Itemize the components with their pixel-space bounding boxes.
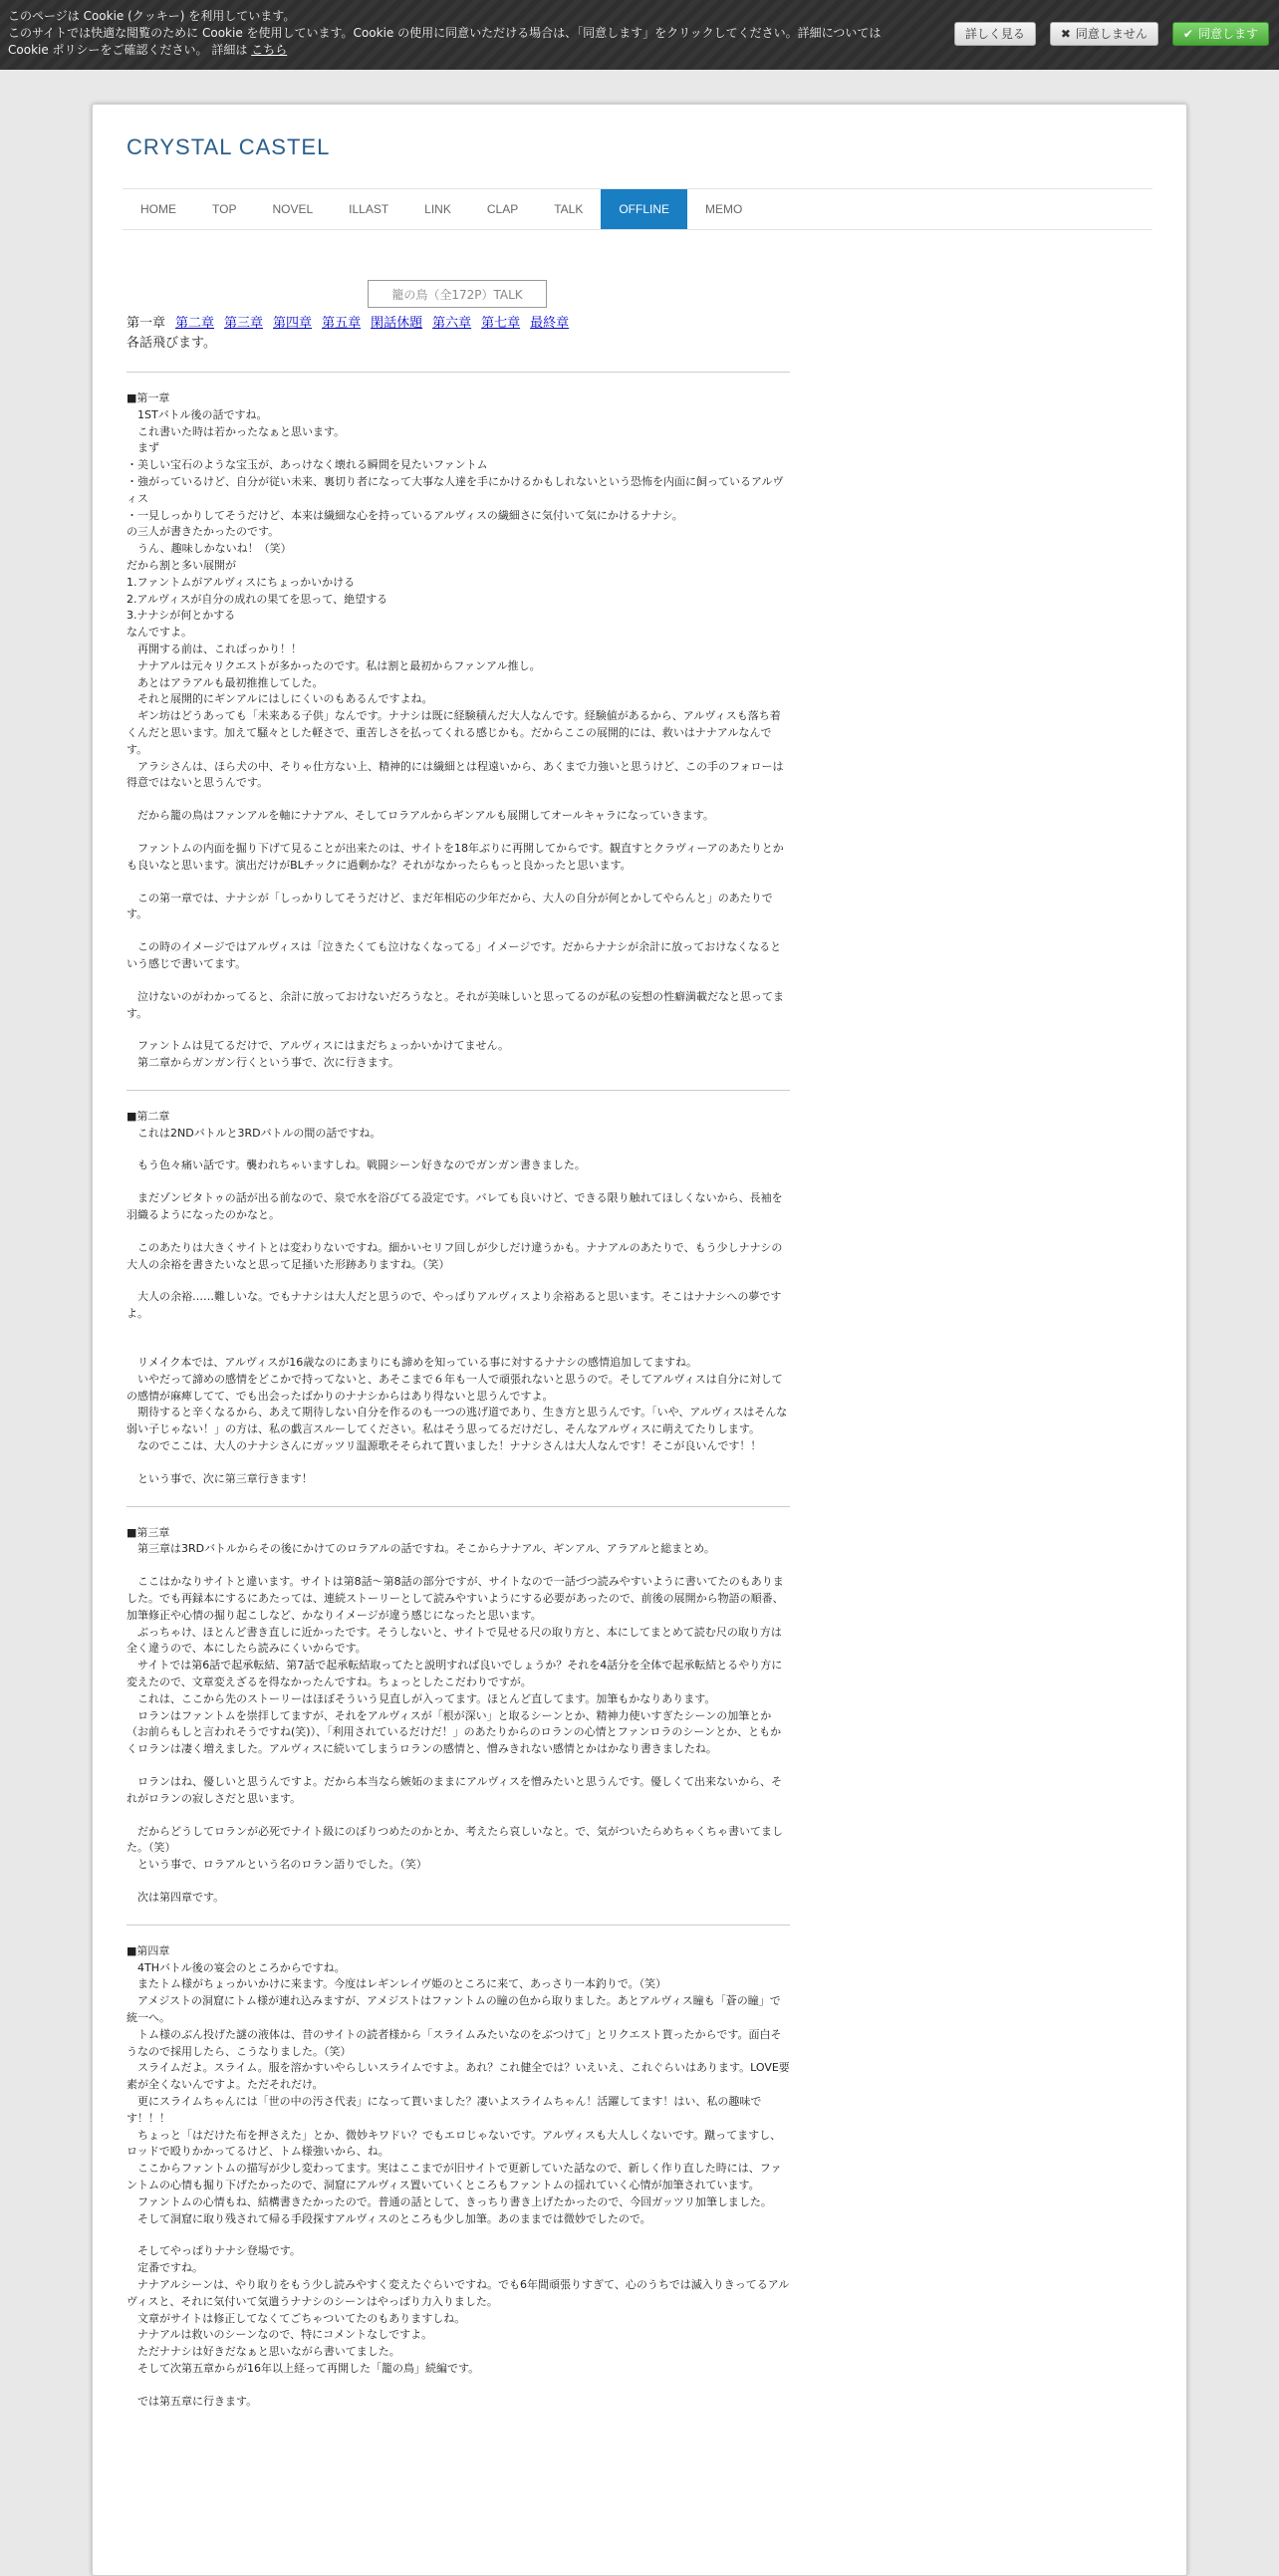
text-line: いやだって諦めの感情をどこかで持ってないと、あそこまで６年も一人で頑張れないと思うので。そしてアルヴィスは自分に対しての感情が麻痺してて、でも出会ったばかりのナナシからはあり得ないと思うんですよ。 — [127, 1372, 783, 1403]
nav-item-clap[interactable]: CLAP — [486, 202, 519, 216]
cookie-more-button[interactable] — [954, 22, 1036, 46]
text-line: スライムだよ。スライム。服を溶かすいやらしいスライムですよ。あれ？これ健全では？いえいえ、これぐらいはあります。LOVE要素が全くないんですよ。ただそれだけ。 — [127, 2061, 790, 2092]
cookie-line-2-text: このサイトでは快適な閲覧のために Cookie を使用しています。Cookie の使用に同意いただける場合は、「同意します」をクリックしてください。詳細については Cookie ポリシーをご確認ください。 詳細は — [8, 26, 882, 57]
text-line: 3.ナナシが何とかする — [127, 609, 236, 623]
text-line: あとはアラアルも最初推推してした。 — [127, 675, 324, 689]
text-line: ファントムは見てるだけで、アルヴィスにはまだちょっかいかけてません。 — [127, 1039, 510, 1053]
chapter-links — [127, 314, 790, 334]
text-line: 大人の余裕……難しいな。でもナナシは大人だと思うので、やっぱりアルヴィスより余裕あると思います。そこはナナシへの夢ですよ。 — [127, 1290, 782, 1321]
text-line: ・強がっているけど、自分が従い未来、裏切り者になって大事な人達を手にかけるかもしれないという恐怖を内面に飼っているアルヴィス — [127, 474, 784, 505]
text-line: ここからファントムの描写が少し変わってます。実はここまでが旧サイトで更新していた話なので、新しく作り直した時には、ファントムの心情も掘り下げたかったので、洞窟にアルヴィス置いていくところもファントムの揺れていく心情が加筆されています。 — [127, 2162, 782, 2191]
text-line: だから籠の鳥はファンアルを軸にナナアル、そしてロラアルからギンアルも展開してオールキャラになっていきます。 — [127, 809, 714, 823]
text-line: なんですよ。 — [127, 626, 192, 640]
text-line: ナナアルシーンは、やり取りをもう少し読みやすく変えたぐらいですね。でも6年間頑張りすぎて、心のうちでは滅入りきってるアルヴィスと、それに気付いて気遣うナナシのシーンはやっぱり力入りました。 — [127, 2277, 790, 2308]
cookie-accept-button[interactable] — [1172, 22, 1269, 46]
talk-section — [127, 390, 790, 1072]
text-line: アメジストの洞窟にトム様が連れ込みますが、アメジストはファントムの瞳の色から取りました。あとアルヴィス瞳も「蒼の瞳」で統一へ。 — [127, 1994, 781, 2024]
text-line: ここはかなりサイトと違います。サイトは第8話〜第8話の部分ですが、サイトなので一話づつ読みやすいように書いてたのもありました。でも再録本にするにあたっては、連続ストーリーとして読みやすいようにする必要があったので、前後の展開から物語の順番、加筆修正や心情の掘り起こしなど、かなりイメージが違う感じになったと思います。 — [127, 1575, 784, 1622]
paragraph-gap — [127, 875, 790, 891]
site-title[interactable]: CRYSTAL CASTEL — [127, 134, 331, 159]
chapter-current: 第一章 — [127, 316, 166, 331]
cookie-more-label: 詳しく見る — [964, 27, 1025, 41]
chapter-link-7[interactable]: 第七章 — [481, 316, 521, 331]
nav-item-top[interactable]: TOP — [212, 202, 237, 216]
text-line: まず — [127, 441, 159, 455]
paragraph-gap — [127, 1142, 790, 1158]
text-line: の三人が書きたかったのです。 — [127, 525, 280, 539]
text-line: 定番ですね。 — [127, 2261, 203, 2275]
section-title: ■第一章 — [127, 391, 170, 404]
paragraph-gap — [127, 973, 790, 989]
text-line: 期待すると辛くなるから、あえて期待しない自分を作るのも一つの逃げ道であり、生き方と思うんです。「いや、アルヴィスはそんな弱い子じゃない！」の方は、私の戯言スルーしてください。私はそう思ってるだけだし、そんなアルヴィスに萌えてたりします。 — [127, 1406, 788, 1436]
chapter-link-2[interactable]: 第二章 — [175, 316, 215, 331]
text-line: それと展開的にギンアルにはしにくいのもあるんですよね。 — [127, 692, 433, 706]
paragraph-gap — [127, 1224, 790, 1240]
text-line: だから割と多い展開が — [127, 558, 236, 572]
cookie-line-1: このページは Cookie (クッキー) を利用しています。 — [8, 9, 296, 23]
text-line: これは、ここから先のストーリーはほぼそういう見直しが入ってます。ほとんど直してます。加筆もかなりあります。 — [127, 1691, 716, 1705]
paragraph-gap — [127, 1174, 790, 1190]
text-line: 2.アルヴィスが自分の成れの果てを思って、絶望する — [127, 592, 388, 606]
text-line: ロランはファントムを崇拝してますが、それをアルヴィスが「根が深い」と取るシーンとか、精神力使いすぎたシーンの加筆とか（お前らもしと言われそうですね(笑)）、「利用されているだけだ！」のあたりからのロランの心情とファンロラのシーンとか、ともかくロランは凄く増えました。アルヴィスに続いてしまうロランの感情と、憎みきれない感情とかはかなり書きましたね。 — [127, 1708, 782, 1756]
chapter-link-final[interactable]: 最終章 — [530, 316, 570, 331]
cookie-accept-label: 同意します — [1197, 27, 1258, 41]
main-card — [92, 104, 1187, 2576]
paragraph-gap — [127, 1339, 790, 1355]
text-line: このあたりは大きくサイトとは変わりないですね。細かいセリフ回しが少しだけ違うかも。ナナアルのあたりで、もう少しナナシの大人の余裕を書きたいなと思って足掻いた形跡ありますね。（笑） — [127, 1240, 783, 1271]
text-line: ・美しい宝石のような宝玉が、あっけなく壊れる瞬間を見たいファントム — [127, 458, 488, 472]
text-line: 第二章からガンガン行くという事で、次に行きます。 — [127, 1056, 399, 1070]
text-line: 更にスライムちゃんには「世の中の汚さ代表」になって貰いました？凄いよスライムちゃん！活躍してます！はい、私の趣味です！！！ — [127, 2094, 762, 2125]
main-nav — [123, 188, 1152, 230]
text-line: 第三章は3RDバトルからその後にかけてのロラアルの話ですね。そこからナナアル、ギンアル、アラアルと総まとめ。 — [127, 1542, 715, 1556]
text-line: うん、趣味しかないね！（笑） — [127, 542, 292, 556]
text-line: という事で、ロラアルという名のロラン語りでした。（笑） — [127, 1858, 427, 1872]
check-icon: ✔ — [1182, 27, 1193, 41]
section-divider — [127, 372, 790, 373]
text-line: もう色々痛い話です。襲われちゃいますしね。戦闘シーン好きなのでガンガン書きました。 — [127, 1159, 586, 1172]
text-line: 再開する前は、これぱっかり！！ — [127, 642, 302, 655]
text-line: では第五章に行きます。 — [127, 2394, 258, 2408]
text-line: 文章がサイトは修正してなくてごちゃついてたのもありますしね。 — [127, 2311, 466, 2325]
nav-item-memo[interactable]: MEMO — [705, 202, 743, 216]
paragraph-gap — [127, 1758, 790, 1774]
text-line: ただナナシは好きだなぁと思いながら書いてました。 — [127, 2345, 400, 2359]
text-line: この時のイメージではアルヴィスは「泣きたくても泣けなくなってる」イメージです。だからナナシが余計に放っておけなくなるという感じで書いてます。 — [127, 940, 782, 970]
chapter-link-5[interactable]: 第五章 — [322, 316, 362, 331]
paragraph-gap — [127, 825, 790, 841]
text-line: この第一章では、ナナシが「しっかりしてそうだけど、まだ年相応の少年だから、大人の自分が何とかしてやらんと」のあたりです。 — [127, 891, 773, 921]
text-line: これは2NDバトルと3RDバトルの間の話ですね。 — [127, 1126, 382, 1140]
text-line: 泣けないのがわかってると、余計に放っておけないだろうなと。それが美味しいと思ってるのが私の妄想の性癖満載だなと思ってます。 — [127, 989, 784, 1020]
nav-item-home[interactable]: HOME — [140, 202, 176, 216]
paragraph-gap — [127, 2378, 790, 2394]
text-line: 4THバトル後の宴会のところからですね。 — [127, 1960, 346, 1974]
cookie-message — [8, 8, 924, 59]
paragraph-gap — [127, 1874, 790, 1890]
paragraph-gap — [127, 792, 790, 808]
paragraph-gap — [127, 2227, 790, 2243]
text-line: リメイク本では、アルヴィスが16歳なのにあまりにも諦めを知っている事に対するナナシの感情追加してますね。 — [127, 1356, 698, 1370]
nav-item-illast[interactable]: ILLAST — [349, 202, 389, 216]
chapter-link-6[interactable]: 第六章 — [432, 316, 472, 331]
section-divider — [127, 1090, 790, 1091]
paragraph-gap — [127, 1323, 790, 1339]
text-line: サイトでは第6話で起承転結、第7話で起承転結取ってたと説明すれば良いでしょうか？それを4話分を全体で起承転結とるやり方に変えたので、文章変えざるを得なかったんですね。ちょっとしたこだわりですが。 — [127, 1659, 783, 1689]
text-line: ロランはね、優しいと思うんですよ。だから本当なら嫉妬のままにアルヴィスを憎みたいと思うんです。優しくて出来ないから、それがロランの寂しさだと思います。 — [127, 1775, 783, 1805]
talk-section — [127, 1109, 790, 1488]
text-line: まだゾンビタトゥの話が出る前なので、泉で水を浴びてる設定です。バレても良いけど、できる限り触れてほしくないから、長袖を羽織るようになったのかなと。 — [127, 1191, 783, 1222]
paragraph-gap — [127, 1455, 790, 1471]
text-line: という事で、次に第三章行きます！ — [127, 1471, 313, 1485]
text-line: だからどうしてロランが必死でナイト級にのぼりつめたのかとか、考えたら哀しいなと。で、気がついたらめちゃくちゃ書いてました。（笑） — [127, 1824, 784, 1855]
cookie-details-link[interactable]: こちら — [251, 43, 288, 57]
cookie-decline-label: 同意しません — [1075, 27, 1148, 41]
section-divider — [127, 1925, 790, 1926]
paragraph-gap — [127, 923, 790, 939]
text-line: 1.ファントムがアルヴィスにちょっかいかける — [127, 575, 356, 589]
chapter-link-4[interactable]: 第四章 — [273, 316, 313, 331]
talk-section — [127, 1943, 790, 2411]
text-line: 1STバトル後の話ですね。 — [127, 407, 268, 421]
text-line: ぶっちゃけ、ほとんど書き直しに近かったです。そうしないと、サイトで見せる尺の取り方と、本にしてまとめて読む尺の取り方は全く違うので、本にしたら読みにくいからです。 — [127, 1625, 782, 1656]
text-line: そして洞窟に取り残されて帰る手段探すアルヴィスのところも少し加筆。あのままでは微妙でしたので。 — [127, 2211, 651, 2225]
chapter-link-interlude[interactable]: 閑話休題 — [371, 316, 423, 331]
talk-title-box: 籠の鳥（全172P）TALK — [368, 280, 547, 308]
paragraph-gap — [127, 1022, 790, 1038]
text-line: ナナアルは救いのシーンなので、特にコメントなしですよ。 — [127, 2328, 433, 2342]
paragraph-gap — [127, 1808, 790, 1824]
text-line: ちょっと「はだけた布を押さえた」とか、微妙キワドい？でもエロじゃないです。アルヴィスも大人しくないです。蹴ってますし、ロッドで殴りかかってるけど、トム様強いから、ね。 — [127, 2128, 782, 2159]
text-line: ギン坊はどうあっても「未来ある子供」なんです。ナナシは既に経験積んだ大人なんです。経験値があるから、アルヴィスも落ち着くんだと思います。加えて騒々とした軽さで、重苦しさを払ってくれる感じかも。だからここの展開的には、救いはナナアルなんです。 — [127, 709, 781, 756]
cookie-buttons — [954, 22, 1269, 46]
chapter-link-3[interactable]: 第三章 — [224, 316, 264, 331]
cookie-line-2 — [8, 25, 924, 59]
paragraph-gap — [127, 1273, 790, 1289]
section-divider — [127, 1506, 790, 1507]
text-line: またトム様がちょっかいかけに来ます。今度はレギンレイヴ姫のところに来て、あっさり一本釣りで。（笑） — [127, 1977, 667, 1991]
text-line: 次は第四章です。 — [127, 1890, 225, 1904]
section-title: ■第二章 — [127, 1109, 170, 1123]
talk-section — [127, 1525, 790, 1907]
nav-item-novel[interactable]: NOVEL — [272, 202, 314, 216]
page-content — [127, 280, 790, 2411]
text-line: ・一見しっかりしてそうだけど、本来は繊細な心を持っているアルヴィスの繊細さに気付いて気にかけるナナシ。 — [127, 508, 683, 522]
nav-item-talk[interactable]: TALK — [554, 202, 584, 216]
nav-item-link[interactable]: LINK — [424, 202, 451, 216]
text-line: ファントムの内面を掘り下げて見ることが出来たのは、サイトを18年ぶりに再開してからです。観直すとクラヴィーアのあたりとかも良いなと思います。演出だけがBLチックに過剰かな？それがなかったらもっと良かったと思います。 — [127, 841, 784, 872]
text-line: そして次第五章からが16年以上経って再開した「籠の鳥」続編です。 — [127, 2361, 480, 2375]
sections-container — [127, 372, 790, 2411]
text-line: そしてやっぱりナナシ登場です。 — [127, 2244, 301, 2258]
text-line: なのでここは、大人のナナシさんにガッツリ温源歌そそられて貰いました！ナナシさんは大人なんです！そこが良いんです！！ — [127, 1439, 762, 1453]
close-icon: ✖ — [1060, 27, 1071, 41]
section-title: ■第三章 — [127, 1525, 170, 1539]
paragraph-gap — [127, 1558, 790, 1574]
section-title: ■第四章 — [127, 1943, 170, 1957]
text-line: アラシさんは、ほら犬の中、そりゃ仕方ない上、精神的には繊細とは程遠いから、あくまで力強いと思うけど、この手のフォローは得意ではないと思うんです。 — [127, 759, 784, 790]
text-line: ナナアルは元々リクエストが多かったのです。私は割と最初からファンアル推し。 — [127, 658, 541, 672]
text-line: ファントムの心情もね、結構書きたかったので。普通の話として、きっちり書き上げたかったので、今回ガッツリ加筆しました。 — [127, 2194, 772, 2208]
cookie-consent-bar — [0, 0, 1279, 70]
text-line: トム様のぶん投げた謎の液体は、昔のサイトの読者様から「スライムみたいなのをぶつけて」とリクエスト貰ったからです。面白そうなので採用したら、こうなりました。（笑） — [127, 2027, 782, 2058]
cookie-decline-button[interactable] — [1050, 22, 1158, 46]
nav-item-offline[interactable]: OFFLINE — [601, 189, 687, 229]
skip-note: 各話飛びます。 — [127, 336, 216, 351]
text-line: これ書いた時は若かったなぁと思います。 — [127, 424, 346, 438]
